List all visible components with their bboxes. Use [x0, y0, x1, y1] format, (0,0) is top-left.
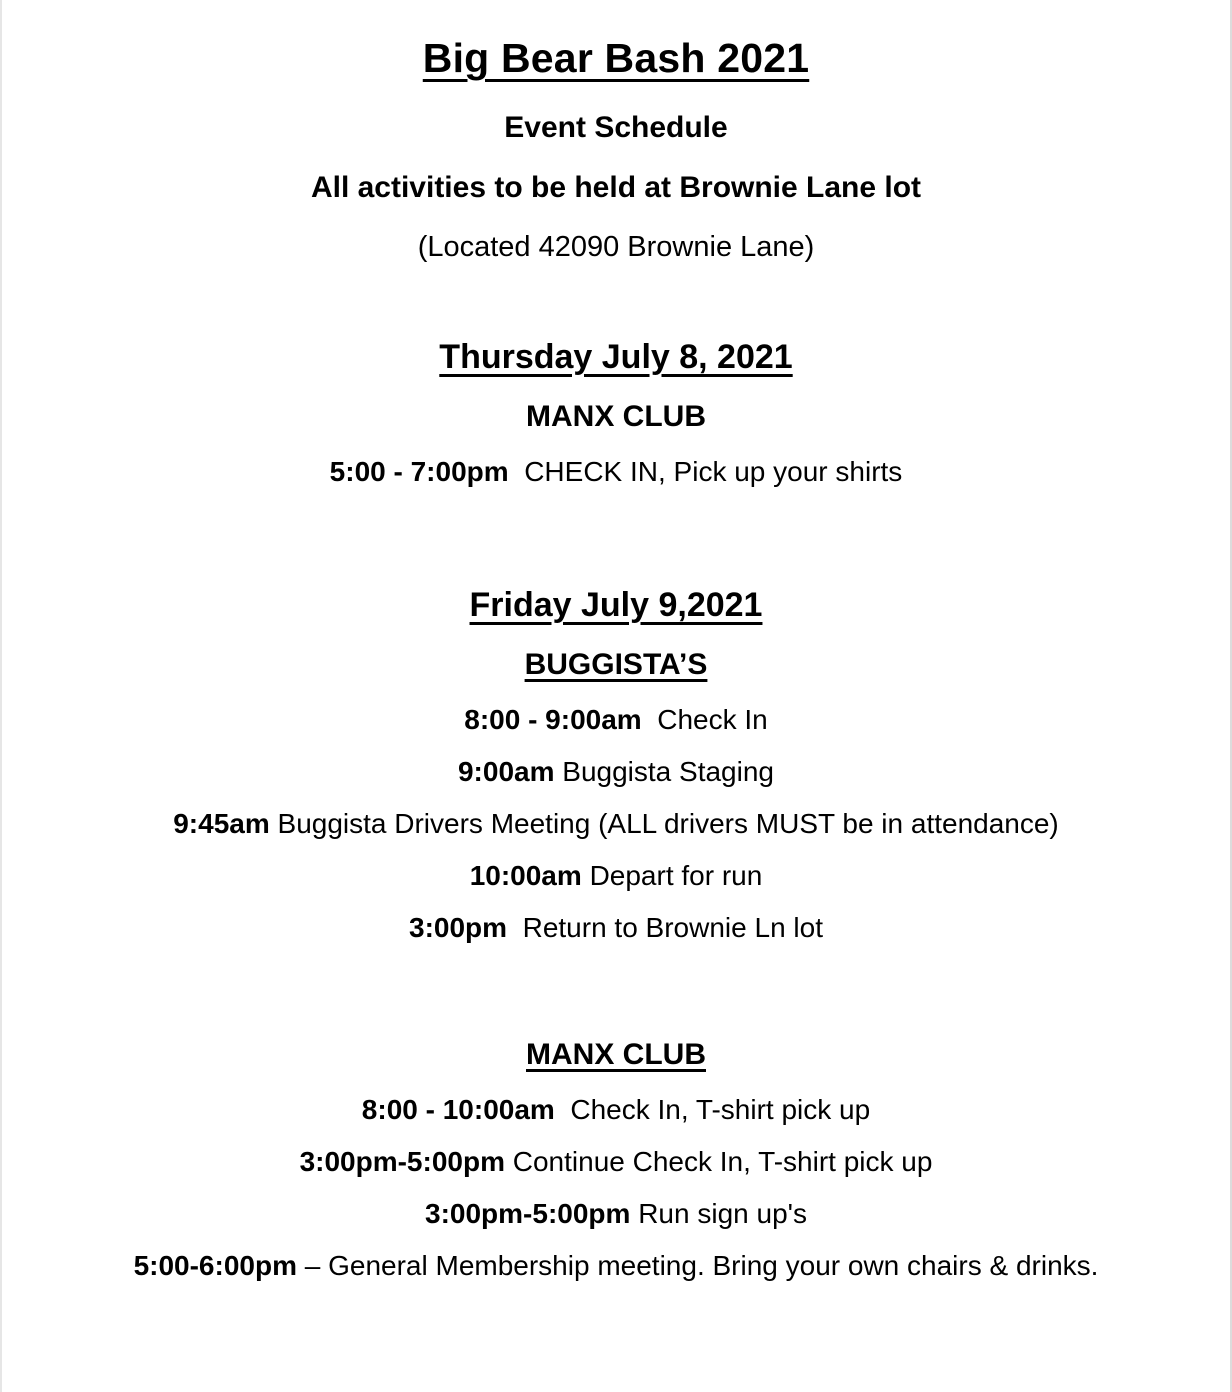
group-spacer — [62, 966, 1170, 1040]
schedule-document — [2, 0, 1230, 1280]
club-heading — [62, 1040, 1170, 1070]
entry-time: 8:00 - 9:00am — [464, 704, 642, 735]
schedule-entry — [62, 810, 1170, 838]
entry-description: – General Membership meeting. Bring your own chairs & drinks. — [304, 1250, 1099, 1281]
schedule-entry — [62, 1096, 1170, 1124]
schedule-entry — [62, 758, 1170, 786]
entry-time: 8:00 - 10:00am — [361, 1094, 555, 1125]
schedule-entry — [62, 862, 1170, 890]
entry-separator — [297, 1250, 305, 1281]
entry-time: 9:00am — [457, 756, 555, 787]
club-heading — [62, 650, 1170, 680]
schedule-entry — [62, 1148, 1170, 1176]
club-heading-text: MANX CLUB — [526, 400, 706, 433]
day-heading — [62, 588, 1170, 622]
day-heading-text: Friday July 9,2021 — [469, 586, 763, 624]
document-subtitle: Event Schedule — [504, 111, 728, 144]
entry-separator — [582, 860, 590, 891]
entry-separator — [509, 456, 525, 487]
schedule-entry — [62, 914, 1170, 942]
entry-time: 9:45am — [173, 808, 270, 839]
entry-time: 10:00am — [469, 860, 582, 891]
entry-description: Return to Brownie Ln lot — [522, 912, 823, 943]
entry-description: CHECK IN, Pick up your shirts — [524, 456, 903, 487]
entry-separator — [555, 1094, 571, 1125]
schedule-entry — [62, 458, 1170, 486]
entry-description: Check In, T-shirt pick up — [570, 1094, 871, 1125]
entry-description: Depart for run — [589, 860, 763, 891]
schedule-entry — [62, 1252, 1170, 1280]
entry-separator — [270, 808, 278, 839]
club-heading-text: MANX CLUB — [526, 1038, 706, 1071]
entry-time: 3:00pm — [409, 912, 508, 943]
entry-description: Run sign up's — [638, 1198, 807, 1229]
entry-time: 3:00pm-5:00pm — [425, 1198, 631, 1229]
entry-time: 5:00 - 7:00pm — [329, 456, 509, 487]
section-spacer — [62, 262, 1170, 340]
day-heading-text: Thursday July 8, 2021 — [439, 338, 793, 376]
entry-separator — [507, 912, 523, 943]
entry-description: Check In — [657, 704, 768, 735]
entry-description: Continue Check In, T-shirt pick up — [512, 1146, 933, 1177]
page-title — [62, 35, 1170, 81]
entry-separator — [505, 1146, 513, 1177]
schedule-sections — [62, 340, 1170, 1280]
section-spacer — [62, 510, 1170, 588]
entry-time: 3:00pm-5:00pm — [299, 1146, 505, 1177]
club-heading — [62, 402, 1170, 432]
schedule-entry — [62, 706, 1170, 734]
entry-time: 5:00-6:00pm — [133, 1250, 297, 1281]
entry-description: Buggista Staging — [562, 756, 774, 787]
club-heading-text: BUGGISTA’S — [524, 648, 708, 681]
entry-separator — [642, 704, 658, 735]
day-heading — [62, 340, 1170, 374]
page-title-text: Big Bear Bash 2021 — [422, 35, 810, 81]
entry-description: Buggista Drivers Meeting (ALL drivers MUST be in attendance) — [277, 808, 1059, 839]
venue-line: All activities to be held at Brownie Lane lot — [310, 171, 922, 204]
address-line: (Located 42090 Brownie Lane) — [417, 231, 815, 263]
schedule-entry — [62, 1200, 1170, 1228]
